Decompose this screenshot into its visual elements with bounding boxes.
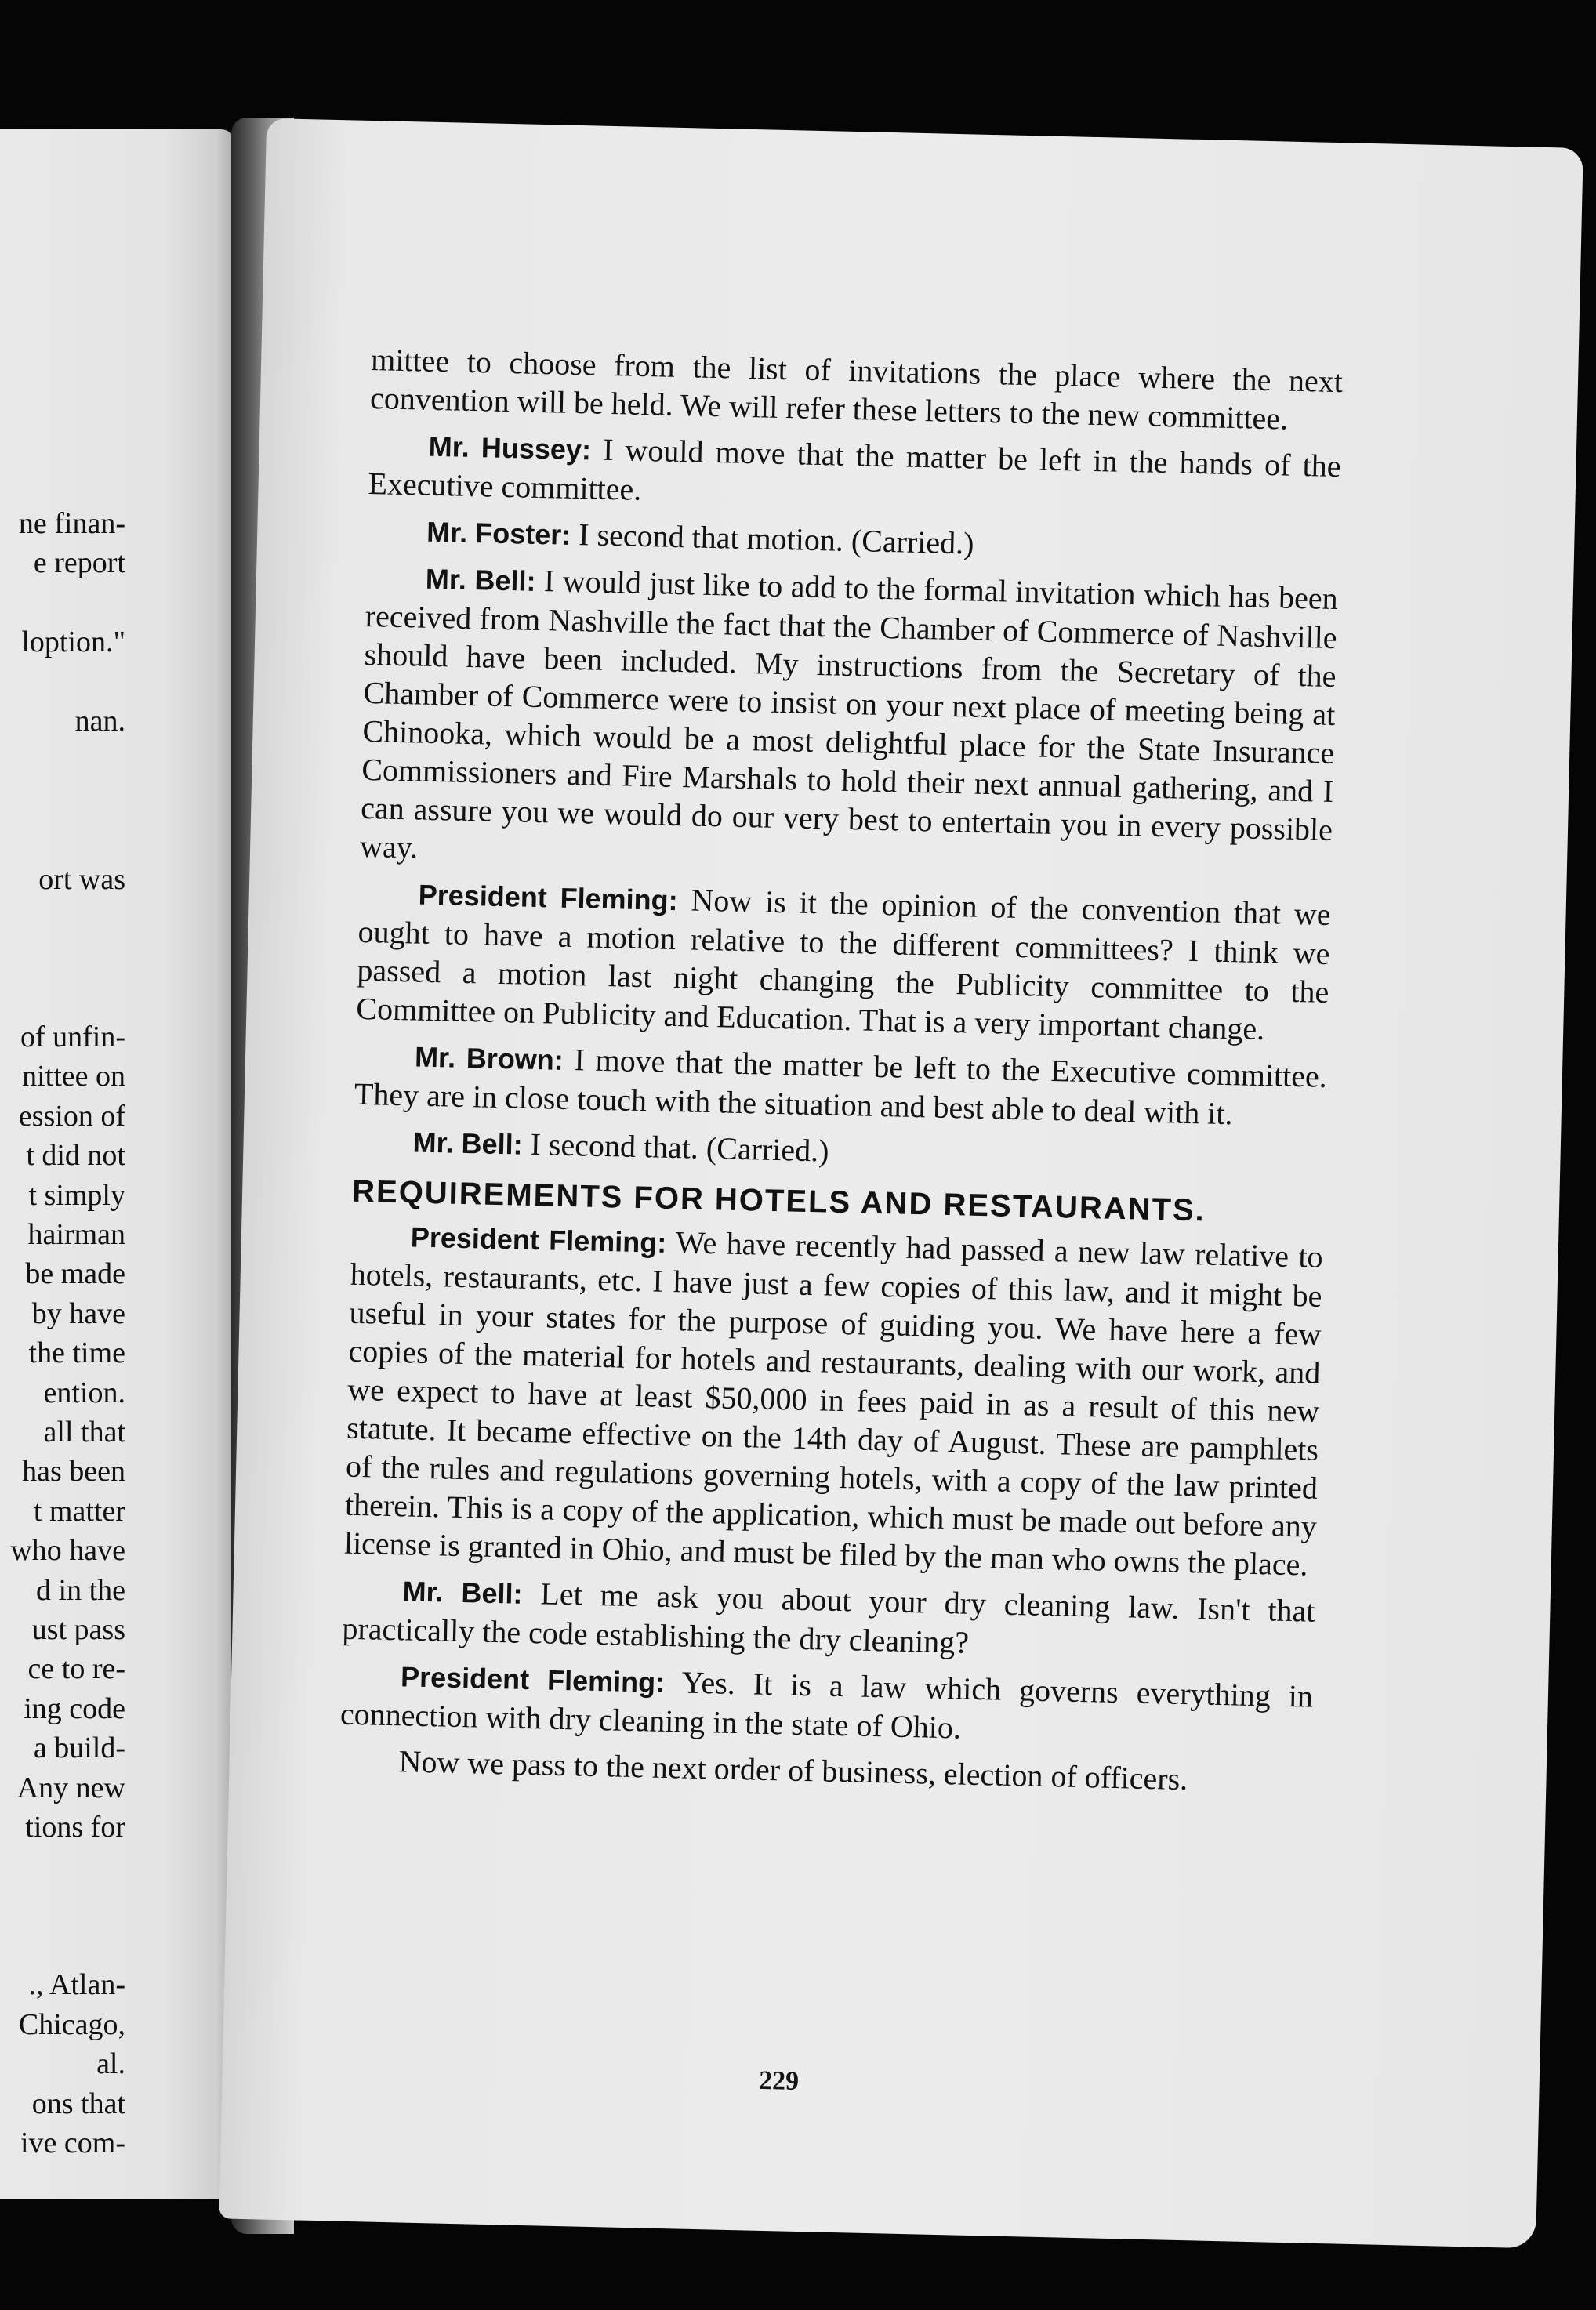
left-line: Chicago, bbox=[18, 2007, 125, 2041]
left-line: nittee on bbox=[22, 1060, 125, 1093]
speech-text: I move that the matter be left to the Executive committee. They are in close touch with the situation and best able to deal with it. bbox=[354, 1042, 1328, 1132]
left-line: t matter bbox=[33, 1494, 125, 1528]
speaker-name: Mr. Hussey: bbox=[428, 430, 592, 466]
left-line: ing code bbox=[24, 1692, 125, 1725]
left-line: ons that bbox=[31, 2087, 125, 2120]
left-line bbox=[0, 1887, 125, 1926]
speech-paragraph bbox=[343, 1216, 1323, 1584]
speech-text: I would just like to add to the formal invitation which has been received from Nashville the fact that the Chamber of Commerce of Nashville should have been included. My instructions from the Secretary of the Chamber of Commerce were to insist on your next place of meeting being at Chinooka, which would be a most delightful place for the State Insurance Commissioners and Fire Marshals to hold their next annual gathering, and I can assure you we would do our very best to entertain you in every possible way. bbox=[359, 563, 1339, 865]
speech-text: Now is it the opinion of the convention that we ought to have a motion relative to the different committees? I think we passed a motion last night changing the Publicity committee to the Committee on Publicity and Education. That is a very important change. bbox=[355, 882, 1332, 1047]
left-line: ust pass bbox=[31, 1612, 125, 1646]
left-line: who have bbox=[10, 1534, 125, 1568]
left-line: tions for bbox=[25, 1810, 125, 1844]
speech-paragraph bbox=[342, 1570, 1315, 1670]
left-page bbox=[0, 129, 235, 2199]
left-line bbox=[0, 741, 125, 780]
left-line bbox=[0, 899, 125, 938]
left-line: loption." bbox=[21, 626, 125, 659]
speech-text: I would move that the matter be left in the hands of the Executive committee. bbox=[368, 431, 1342, 507]
speech-text: We have recently had passed a new law relative to hotels, restaurants, etc. I have just a few copies of this law, and it might be useful in your states for the purpose of guiding you. We have here a few copies of the material for hotels and restaurants, dealing with our work, and we expect to have at least $50,000 in fees paid in as a result of this new statute. It became effective on the 14th day of August. These are pamphlets of the rules and regulations governing hotels, with a copy of the law printed therein. This is a copy of the application, which must be made out before any license is granted in Ohio, and must be filed by the man who owns the place. bbox=[343, 1224, 1324, 1583]
left-line bbox=[0, 978, 125, 1017]
left-line: ne finan- bbox=[18, 507, 125, 540]
left-line bbox=[0, 1847, 125, 1886]
left-line: has been bbox=[22, 1455, 125, 1489]
speaker-name: President Fleming: bbox=[410, 1220, 667, 1259]
speaker-name: President Fleming: bbox=[418, 878, 679, 917]
left-line: nan. bbox=[74, 704, 125, 738]
speaker-name: Mr. Bell: bbox=[412, 1126, 524, 1161]
left-line: Any new bbox=[16, 1771, 125, 1804]
left-line: by have bbox=[31, 1296, 125, 1330]
left-line bbox=[0, 820, 125, 859]
left-line: be made bbox=[25, 1257, 125, 1291]
left-line bbox=[0, 662, 125, 702]
opening-paragraph: mittee to choose from the list of invitations the place where the next convention will be held. We will refer these letters to the new committee. bbox=[369, 342, 1344, 437]
left-line: ive com- bbox=[20, 2127, 125, 2160]
speaker-name: Mr. Bell: bbox=[402, 1575, 524, 1610]
left-line: t simply bbox=[28, 1178, 125, 1212]
left-line bbox=[0, 781, 125, 820]
left-line: ort was bbox=[38, 862, 125, 896]
left-line: d in the bbox=[36, 1573, 125, 1607]
speech-text: Let me ask you about your dry cleaning law. Isn't that practically the code establishing the dry cleaning? bbox=[342, 1576, 1315, 1660]
speech-paragraph bbox=[356, 873, 1331, 1050]
speech-paragraph bbox=[354, 1035, 1327, 1135]
left-line: al. bbox=[96, 2047, 125, 2081]
speech-paragraph bbox=[360, 557, 1339, 887]
speaker-name: Mr. Bell: bbox=[425, 562, 536, 597]
left-page-text bbox=[0, 504, 125, 2163]
left-line bbox=[0, 583, 125, 622]
left-line: e report bbox=[33, 546, 125, 580]
speaker-name: Mr. Foster: bbox=[426, 515, 571, 551]
speech-text: I second that motion. (Carried.) bbox=[578, 517, 974, 561]
page-number: 229 bbox=[758, 2065, 800, 2096]
left-line bbox=[0, 938, 125, 977]
left-line: ession of bbox=[18, 1099, 125, 1133]
left-line: ., Atlan- bbox=[28, 1968, 125, 2002]
speaker-name: President Fleming: bbox=[400, 1660, 666, 1699]
speaker-name: Mr. Brown: bbox=[414, 1040, 564, 1076]
left-line: ce to re- bbox=[27, 1652, 125, 1686]
left-line: ention. bbox=[43, 1376, 125, 1409]
speech-paragraph bbox=[368, 425, 1341, 524]
left-line: of unfin- bbox=[20, 1021, 125, 1054]
page-text-block bbox=[339, 340, 1344, 1809]
left-line bbox=[0, 1926, 125, 1965]
speech-text: Yes. It is a law which governs everything in connection with dry cleaning in the state of Ohio. bbox=[339, 1664, 1314, 1746]
section-heading: REQUIREMENTS FOR HOTELS AND RESTAURANTS. bbox=[351, 1173, 1206, 1228]
closing-paragraph: Now we pass to the next order of business, election of officers. bbox=[398, 1743, 1188, 1797]
left-line: t did not bbox=[26, 1139, 125, 1173]
right-page bbox=[219, 118, 1583, 2248]
speech-paragraph bbox=[340, 1655, 1314, 1755]
left-line: a build- bbox=[33, 1732, 125, 1765]
speech-text: I second that. (Carried.) bbox=[530, 1126, 830, 1169]
left-line: hairman bbox=[27, 1218, 125, 1252]
left-line: all that bbox=[43, 1415, 125, 1449]
left-line: the time bbox=[28, 1336, 125, 1370]
